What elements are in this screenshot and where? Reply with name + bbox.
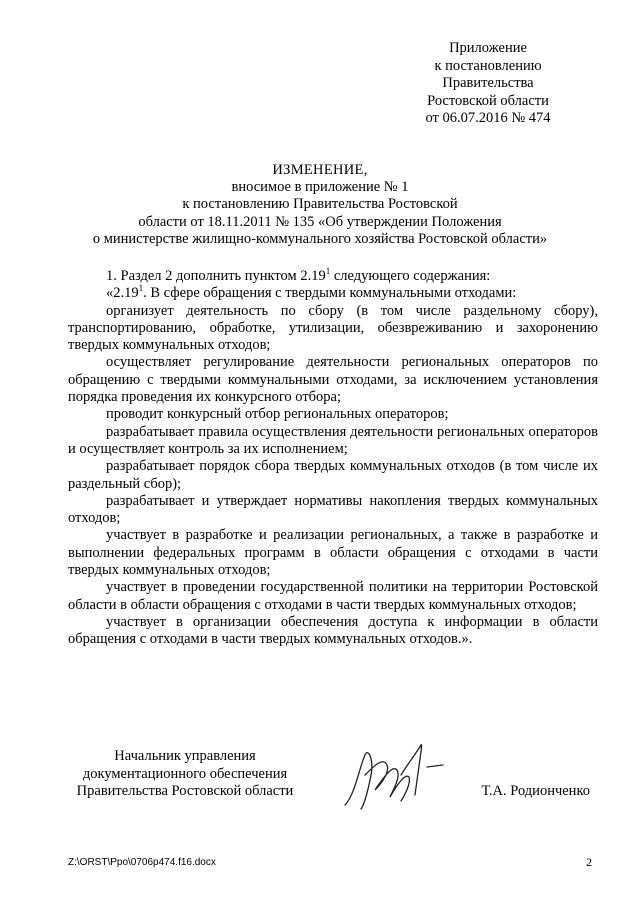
appendix-line: к постановлению xyxy=(434,57,542,74)
title-line: вносимое в приложение № 1 xyxy=(231,179,409,196)
document-title xyxy=(60,162,580,248)
paragraph-text: следующего содержания: xyxy=(330,268,491,284)
signatory-position xyxy=(70,748,300,801)
paragraph: разрабатывает порядок сбора твердых коммунальных отходов (в том числе их раздельный сбор); xyxy=(68,458,598,492)
paragraph xyxy=(68,268,598,285)
paragraph-text: . В сфере обращения с твердыми коммунальными отходами: xyxy=(143,285,517,302)
paragraph: участвует в разработке и реализации региональных, а также в разработке и выполнении федеральных программ в области обращения с отходами в части твердых коммунальных отходов; xyxy=(68,527,598,579)
appendix-line: Ростовской области xyxy=(427,92,549,109)
title-heading: ИЗМЕНЕНИЕ, xyxy=(272,162,368,178)
paragraph: организует деятельность по сбору (в том числе раздельному сбору), транспортированию, обработке, утилизации, обезвреживанию и захоронению твердых коммунальных отходов; xyxy=(68,302,598,354)
position-line: Правительства Ростовской области xyxy=(76,783,294,799)
paragraph: участвует в проведении государственной политики на территории Ростовской области в области обращения с отходами в части твердых коммунальных отходов; xyxy=(68,579,598,613)
paragraph: разрабатывает и утверждает нормативы накопления твердых коммунальных отходов; xyxy=(68,492,598,527)
paragraph-text: 1. Раздел 2 дополнить пунктом 2.19 xyxy=(106,268,326,284)
signatory-name: Т.А. Родионченко xyxy=(481,783,590,799)
paragraph: проводит конкурсный отбор региональных операторов; xyxy=(106,406,449,423)
appendix-line: Приложение xyxy=(449,40,527,56)
appendix-header xyxy=(388,40,588,128)
title-line: о министерстве жилищно-коммунального хозяйства Ростовской области» xyxy=(92,230,548,247)
title-line: области от 18.11.2011 № 135 «Об утверждении Положения xyxy=(138,213,502,230)
superscript: 1 xyxy=(325,266,331,277)
position-line: Начальник управления xyxy=(114,748,256,764)
paragraph: осуществляет регулирование деятельности региональных операторов по обращению с твердыми коммунальными отходами, за исключением установления порядка проведения их конкурсного отбора; xyxy=(68,354,598,406)
paragraph: разрабатывает правила осуществления деятельности региональных операторов и осуществляет контроль за их исполнением; xyxy=(68,423,598,457)
paragraph: участвует в организации обеспечения доступа к информации в области обращения с отходами в части твердых коммунальных отходов.». xyxy=(68,613,598,648)
paragraph xyxy=(68,285,598,302)
appendix-date-number: от 06.07.2016 № 474 xyxy=(425,110,551,126)
appendix-line: Правительства xyxy=(442,75,534,91)
paragraph-text: «2.19 xyxy=(106,285,139,302)
superscript: 1 xyxy=(138,283,144,294)
position-line: документационного обеспечения xyxy=(82,765,288,782)
page-number: 2 xyxy=(586,855,592,869)
title-line: к постановлению Правительства Ростовской xyxy=(182,196,458,213)
file-path: Z:\ORST\Ppo\0706p474.f16.docx xyxy=(68,857,216,868)
handwritten-signature xyxy=(335,735,455,815)
document-body xyxy=(68,268,598,649)
